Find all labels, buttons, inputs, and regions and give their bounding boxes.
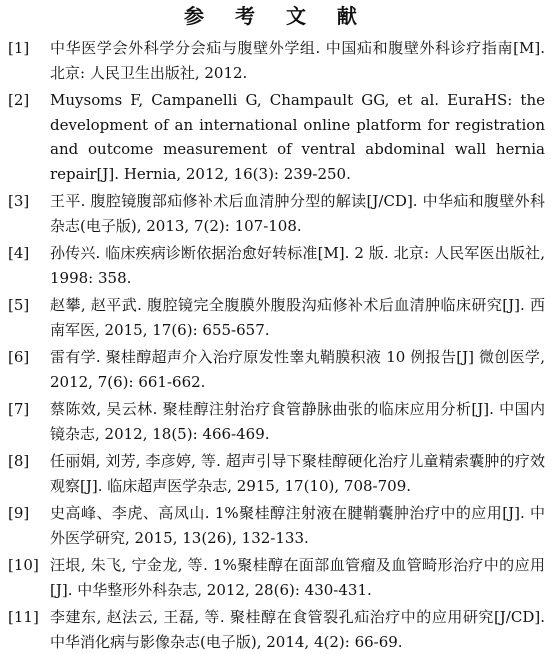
reference-item — [8, 293, 545, 342]
page-title: 参 考 文 献 — [184, 4, 369, 28]
reference-text: 孙传兴. 临床疾病诊断依据治愈好转标准[M]. 2 版. 北京: 人民军医出版社, 1998: 358. — [50, 244, 545, 287]
reference-item — [8, 501, 545, 550]
reference-number: [2] — [8, 91, 30, 109]
reference-number: [6] — [8, 348, 30, 366]
reference-text: 任丽娟, 刘芳, 李彦婷, 等. 超声引导下聚桂醇硬化治疗儿童精索囊肿的疗效观察[J]. 临床超声医学杂志, 2915, 17(10), 708-709. — [50, 452, 545, 495]
reference-item — [8, 345, 545, 394]
reference-item — [8, 88, 545, 186]
reference-item — [8, 241, 545, 290]
reference-list — [8, 36, 545, 654]
reference-text: 王平. 腹腔镜腹部疝修补术后血清肿分型的解读[J/CD]. 中华疝和腹壁外科杂志(电子版), 2013, 7(2): 107-108. — [50, 192, 545, 235]
reference-text: 蔡陈效, 吴云林. 聚桂醇注射治疗食管静脉曲张的临床应用分析[J]. 中国内镜杂志, 2012, 18(5): 466-469. — [50, 400, 545, 443]
reference-item — [8, 36, 545, 85]
reference-text: 史高峰、李虎、高凤山. 1%聚桂醇注射液在腱鞘囊肿治疗中的应用[J]. 中外医学研究, 2015, 13(26), 132-133. — [50, 504, 545, 547]
reference-number: [5] — [8, 296, 30, 314]
reference-text: 李建东, 赵法云, 王磊, 等. 聚桂醇在食管裂孔疝治疗中的应用研究[J/CD]. 中华消化病与影像杂志(电子版), 2014, 4(2): 66-69. — [50, 608, 545, 651]
reference-text: 赵攀, 赵平武. 腹腔镜完全腹膜外腹股沟疝修补术后血清肿临床研究[J]. 西南军医, 2015, 17(6): 655-657. — [50, 296, 545, 339]
reference-number: [3] — [8, 192, 30, 210]
reference-text: 汪垠, 朱飞, 宁金龙, 等. 1%聚桂醇在面部血管瘤及血管畸形治疗中的应用[J]. 中华整形外科杂志, 2012, 28(6): 430-431. — [50, 556, 545, 599]
reference-number: [8] — [8, 452, 30, 470]
reference-item — [8, 449, 545, 498]
reference-text: 雷有学. 聚桂醇超声介入治疗原发性睾丸鞘膜积液 10 例报告[J] 微创医学, 2012, 7(6): 661-662. — [50, 348, 545, 391]
reference-text: Muysoms F, Campanelli G, Champault GG, et al. EuraHS: the development of an international online platform for registration and outcome measurement of ventral abdominal wall hernia repair[J]. Hernia, 2012, 16(3): 239-250. — [50, 91, 545, 183]
reference-number: [9] — [8, 504, 30, 522]
reference-number: [10] — [8, 556, 39, 574]
reference-item — [8, 189, 545, 238]
reference-text: 中华医学会外科学分会疝与腹壁外学组. 中国疝和腹壁外科诊疗指南[M]. 北京: 人民卫生出版社, 2012. — [50, 39, 545, 82]
reference-number: [7] — [8, 400, 30, 418]
reference-item — [8, 553, 545, 602]
reference-item — [8, 397, 545, 446]
reference-item — [8, 605, 545, 654]
reference-number: [4] — [8, 244, 30, 262]
reference-number: [1] — [8, 39, 30, 57]
reference-number: [11] — [8, 608, 39, 626]
